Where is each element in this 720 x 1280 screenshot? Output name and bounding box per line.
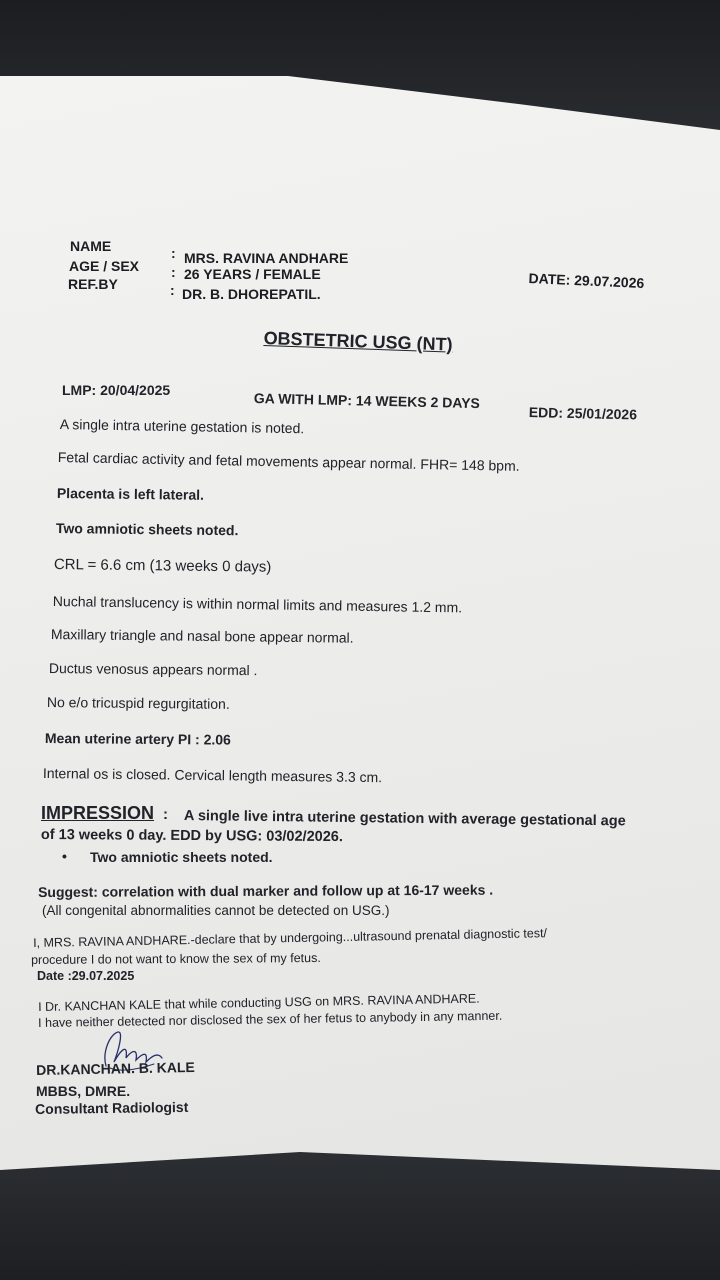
finding-7: Maxillary triangle and nasal bone appear normal. [50, 626, 354, 646]
finding-9: No e/o tricuspid regurgitation. [46, 694, 230, 712]
age-sex-label: AGE / SEX [69, 258, 140, 274]
radiologist-name: DR.KANCHAN. B. KALE [36, 1058, 195, 1078]
radiologist-role: Consultant Radiologist [35, 1098, 189, 1117]
suggest-line-1: Suggest: correlation with dual marker and follow up at 16-17 weeks . [38, 881, 494, 900]
report-title: OBSTETRIC USG (NT) [263, 328, 453, 355]
bullet-icon: • [62, 848, 67, 864]
ga-with-lmp: GA WITH LMP: 14 WEEKS 2 DAYS [253, 390, 481, 412]
patient-name: MRS. RAVINA ANDHARE [184, 250, 349, 266]
finding-1: A single intra uterine gestation is noted. [59, 416, 305, 437]
name-label: NAME [70, 238, 112, 254]
patient-declaration-2: procedure I do not want to know the sex of my fetus. [31, 950, 321, 967]
lmp: LMP: 20/04/2025 [62, 382, 171, 398]
name-separator: : [171, 245, 176, 261]
impression-line-1: A single live intra uterine gestation with average gestational age [183, 808, 626, 830]
finding-6: Nuchal translucency is within normal limits and measures 1.2 mm. [52, 593, 463, 616]
finding-2: Fetal cardiac activity and fetal movements appear normal. FHR= 148 bpm. [57, 449, 520, 474]
patient-declaration-date: Date :29.07.2025 [37, 969, 135, 983]
doctor-declaration-2: I have neither detected nor disclosed the sex of her fetus to anybody in any manner. [38, 1008, 503, 1030]
ref-by-separator: : [170, 282, 175, 298]
age-sex-value: 26 YEARS / FEMALE [184, 266, 321, 282]
finding-5: CRL = 6.6 cm (13 weeks 0 days) [53, 556, 272, 576]
ref-by-label: REF.BY [68, 276, 118, 292]
report-date: DATE: 29.07.2026 [528, 270, 645, 292]
ref-by-value: DR. B. DHOREPATIL. [182, 286, 321, 302]
finding-4: Two amniotic sheets noted. [55, 520, 239, 539]
radiologist-degree: MBBS, DMRE. [36, 1083, 131, 1099]
impression-bullet: Two amniotic sheets noted. [90, 849, 273, 865]
edd-lmp: EDD: 25/01/2026 [528, 404, 638, 423]
impression-line-2: of 13 weeks 0 day. EDD by USG: 03/02/2026. [40, 827, 343, 846]
age-sex-separator: : [171, 264, 176, 280]
finding-10: Mean uterine artery PI : 2.06 [44, 730, 231, 748]
impression-colon: : [163, 806, 168, 823]
suggest-line-2: (All congenital abnormalities cannot be detected on USG.) [42, 903, 390, 918]
finding-8: Ductus venosus appears normal . [48, 660, 258, 679]
impression-heading: IMPRESSION [41, 803, 155, 823]
finding-3: Placenta is left lateral. [56, 485, 205, 503]
finding-11: Internal os is closed. Cervical length measures 3.3 cm. [42, 765, 383, 786]
patient-declaration-1: I, MRS. RAVINA ANDHARE.-declare that by undergoing...ultrasound prenatal diagnostic test/ [33, 926, 548, 950]
doctor-declaration-1: I Dr. KANCHAN KALE that while conducting USG on MRS. RAVINA ANDHARE. [38, 991, 480, 1014]
